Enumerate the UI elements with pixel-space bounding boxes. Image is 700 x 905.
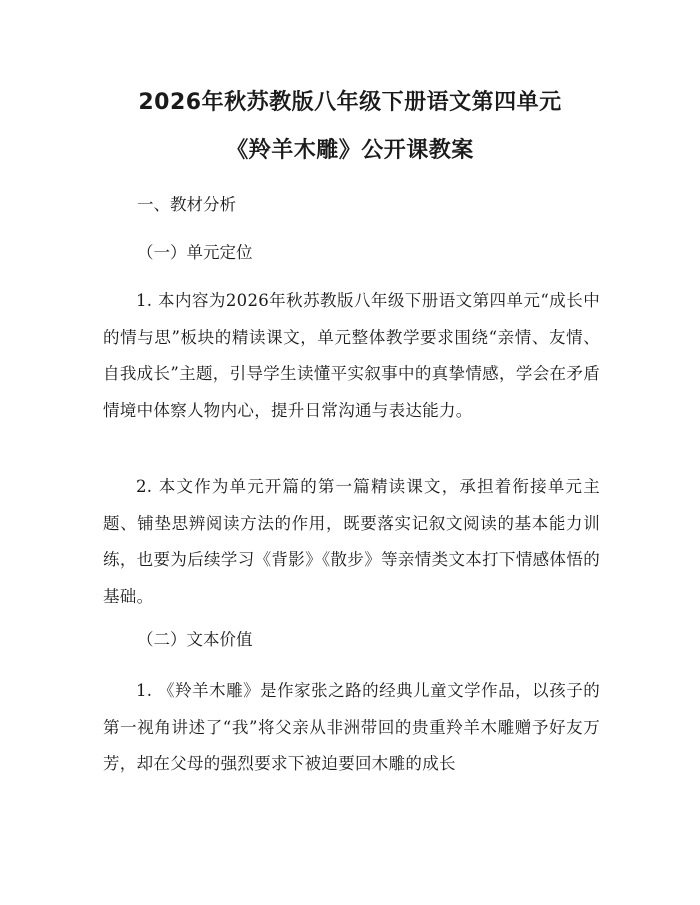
paragraph-unit-positioning-2: 2. 本文作为单元开篇的第一篇精读课文，承担着衔接单元主题、铺垫思辨阅读方法的作用，既要落实记叙文阅读的基本能力训练，也要为后续学习《背影》《散步》等亲情类文本打下情感体悟的基础。 <box>103 477 600 606</box>
document-title-line-2: 《羚羊木雕》公开课教案 <box>226 138 474 163</box>
subsection-heading-unit-positioning: （一）单元定位 <box>137 243 253 262</box>
paragraph-text-value-1: 1. 《羚羊木雕》是作家张之路的经典儿童文学作品，以孩子的第一视角讲述了“我”将父亲从非洲带回的贵重羚羊木雕赠予好友万芳，却在父母的强烈要求下被迫要回木雕的成长 <box>103 681 600 773</box>
section-heading-teaching-material-analysis: 一、教材分析 <box>137 195 236 214</box>
document-title-line-1: 2026年秋苏教版八年级下册语文第四单元 <box>138 90 562 115</box>
paragraph-unit-positioning-1: 1. 本内容为2026年秋苏教版八年级下册语文第四单元“成长中的情与思”板块的精读课文，单元整体教学要求围绕“亲情、友情、自我成长”主题，引导学生读懂平实叙事中的真挚情感，学会在矛盾情境中体察人物内心，提升日常沟通与表达能力。 <box>103 291 600 420</box>
subsection-heading-text-value: （二）文本价值 <box>137 630 253 649</box>
